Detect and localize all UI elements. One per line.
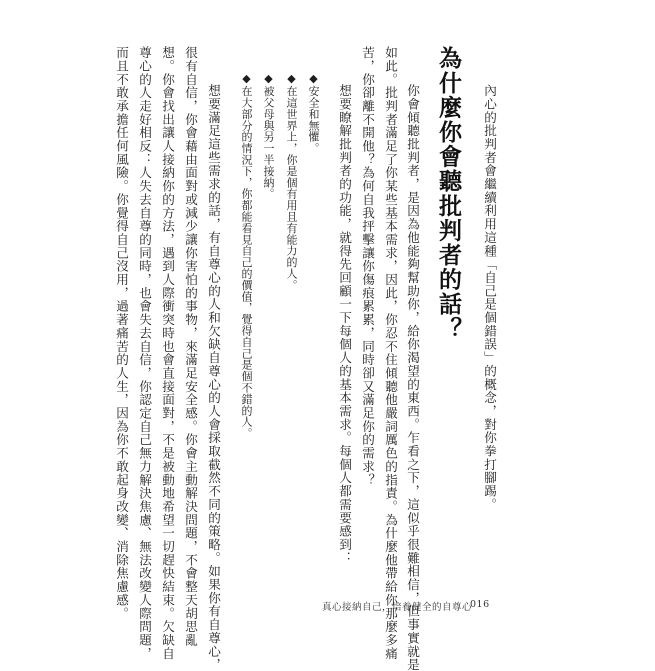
text-column-8: 想。你會找出讓人接納你的方法，遇到人際衝突時也會直接面對，不是被動地希望一切趕快結束。欠缺自 xyxy=(160,46,175,661)
bullet-item-2: ◆在這世界上，你是個有用且有能力的人。 xyxy=(285,72,298,291)
text-column-5: 想要瞭解批判者的功能，就得先回顧一下每個人的基本需求。每個人都需要感到： xyxy=(337,84,352,565)
text-column-3: 如此。批判者滿足了你某些基本需求，因此，你忍不住傾聽他嚴詞厲色的指責。為什麼他帶給你那麼多痛 xyxy=(383,46,398,661)
bullet-item-1: ◆安全和無懼。 xyxy=(307,72,320,154)
bullet-item-3: ◆被父母與另一半接納。 xyxy=(262,72,275,200)
text-column-10: 而且不敢承擔任何風險。你覺得自己沒用，過著痛苦的人生，因為你不敢起身改變、消除焦慮感。 xyxy=(114,46,129,621)
text-column-2: 你會傾聽批判者，是因為他能夠幫助你，給你渴望的東西。乍看之下，這似乎很難相信，但事實就是 xyxy=(405,84,420,671)
text-column-1: 內心的批判者會繼續利用這種「自己是個錯誤」的概念，對你拳打腳踢。 xyxy=(482,84,497,512)
section-heading: 為什麼你會聽批判者的話？ xyxy=(435,46,461,342)
bullet-item-4: ◆在大部分的情況下，你都能看見自己的價值，覺得自己是個不錯的人。 xyxy=(240,72,253,439)
page-number: 016 xyxy=(470,599,490,610)
text-column-9: 尊心的人走好相反：人失去自尊的同時，也會失去自信，你認定自己無力解決焦慮、無法改變人際問題， xyxy=(137,46,152,661)
text-column-7: 很有自信，你會藉由面對或減少讓你害怕的事物，來滿足安全感。你會主動解決問題，不會整天胡思亂 xyxy=(183,46,198,647)
text-column-6: 想要滿足這些需求的話，有自尊心的人和欠缺自尊心的人會採取截然不同的策略。如果你有自尊心， xyxy=(206,84,221,671)
running-footer-title: 真心接納自己，培養健全的自尊心 xyxy=(322,602,473,613)
text-column-4: 苦，你卻離不開他？為何自我抨擊讓你傷痕累累，同時卻又滿足你的需求？ xyxy=(360,46,375,487)
